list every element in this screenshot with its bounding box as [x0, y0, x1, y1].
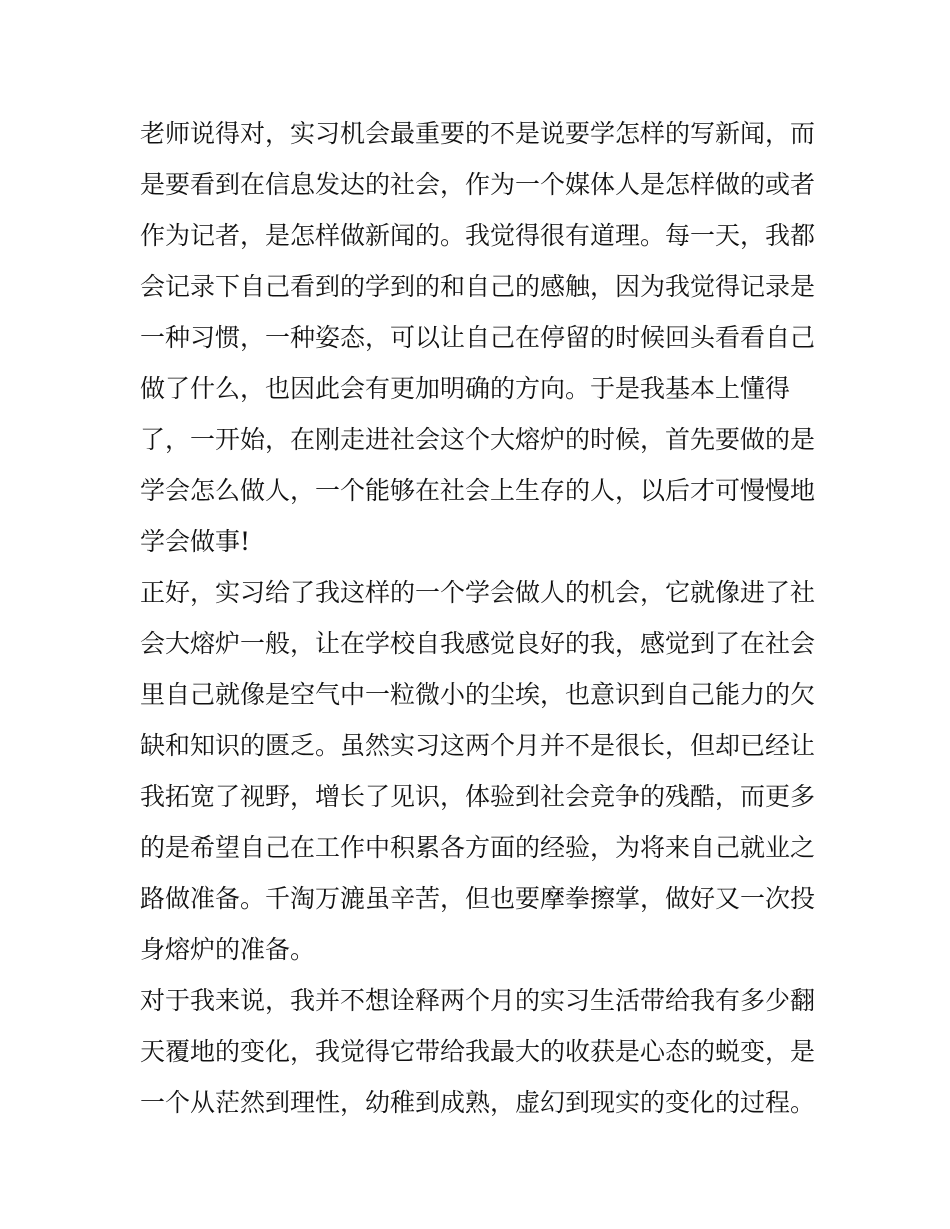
text-line: 路做准备。千淘万漉虽辛苦，但也要摩拳擦掌，做好又一次投: [140, 884, 816, 913]
text-line: 对于我来说，我并不想诠释两个月的实习生活带给我有多少翻: [140, 986, 816, 1015]
text-line: 身熔炉的准备。: [140, 935, 316, 964]
text-line: 里自己就像是空气中一粒微小的尘埃，也意识到自己能力的欠: [140, 680, 816, 709]
text-line: 老师说得对，实习机会最重要的不是说要学怎样的写新闻，而: [140, 119, 816, 148]
text-line: 学会做事!: [140, 527, 251, 556]
text-line: 的是希望自己在工作中积累各方面的经验，为将来自己就业之: [140, 833, 816, 862]
text-line: 会记录下自己看到的学到的和自己的感触，因为我觉得记录是: [140, 272, 816, 301]
document-body: [140, 108, 820, 1128]
text-line: 学会怎么做人，一个能够在社会上生存的人，以后才可慢慢地: [140, 476, 816, 505]
text-line: 一种习惯，一种姿态，可以让自己在停留的时候回头看看自己: [140, 323, 816, 352]
text-line: 会大熔炉一般，让在学校自我感觉良好的我，感觉到了在社会: [140, 629, 816, 658]
text-line: 是要看到在信息发达的社会，作为一个媒体人是怎样做的或者: [140, 170, 816, 199]
text-line: 作为记者，是怎样做新闻的。我觉得很有道理。每一天，我都: [140, 221, 816, 250]
text-line: 缺和知识的匮乏。虽然实习这两个月并不是很长，但却已经让: [140, 731, 816, 760]
text-line: 做了什么，也因此会有更加明确的方向。于是我基本上懂得: [140, 374, 791, 403]
text-line: 正好，实习给了我这样的一个学会做人的机会，它就像进了社: [140, 578, 816, 607]
text-line: 我拓宽了视野，增长了见识，体验到社会竞争的残酷，而更多: [140, 782, 816, 811]
text-line: 一个从茫然到理性，幼稚到成熟，虚幻到现实的变化的过程。: [140, 1088, 816, 1117]
text-line: 天覆地的变化，我觉得它带给我最大的收获是心态的蜕变，是: [140, 1037, 816, 1066]
text-line: 了，一开始，在刚走进社会这个大熔炉的时候，首先要做的是: [140, 425, 816, 454]
